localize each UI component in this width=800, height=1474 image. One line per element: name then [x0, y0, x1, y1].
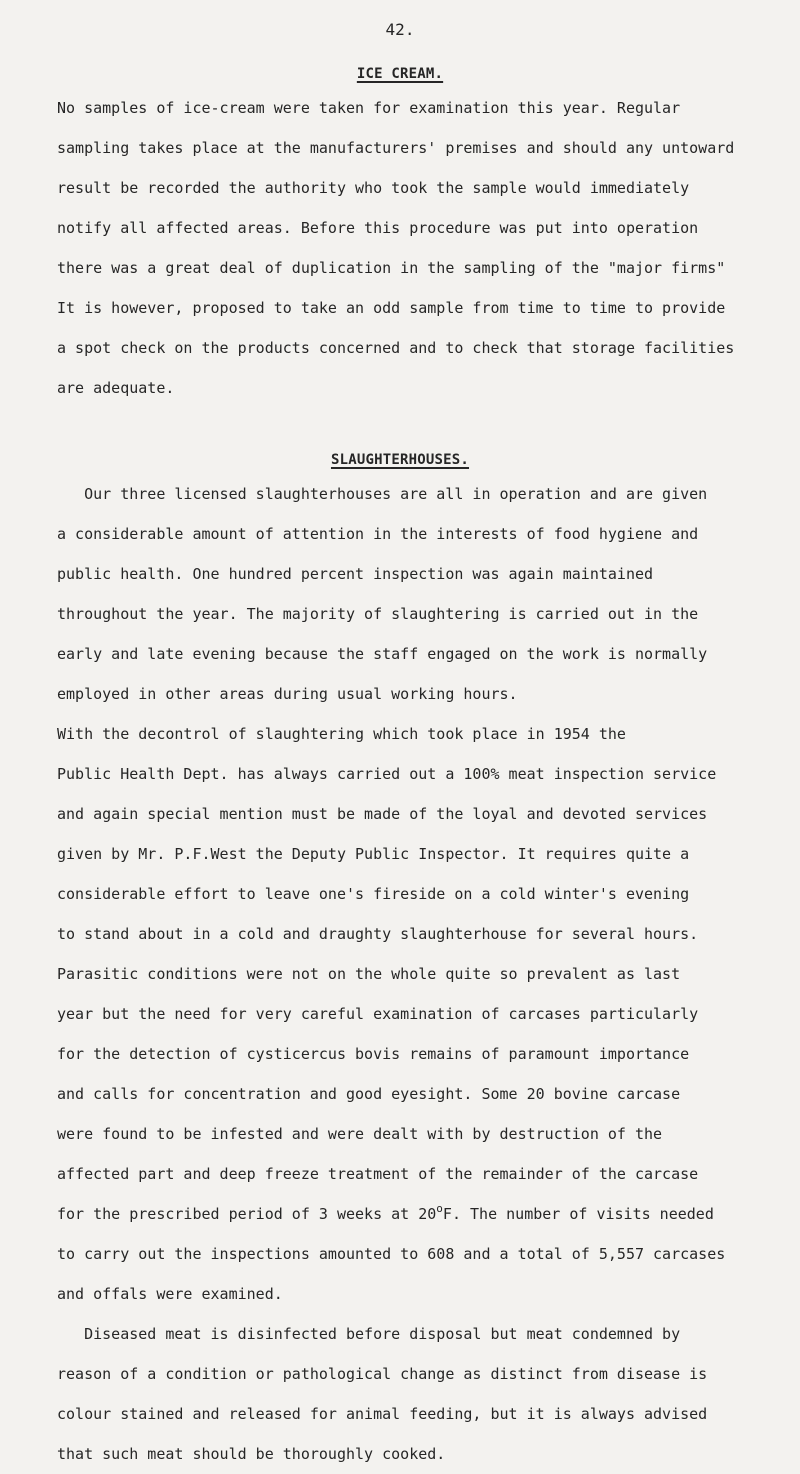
text-line: Our three licensed slaughterhouses are all in operation and are given — [57, 485, 708, 503]
text-line: early and late evening because the staff engaged on the work is normally — [57, 645, 708, 663]
text-line: affected part and deep freeze treatment of the remainder of the carcase — [57, 1165, 699, 1183]
text-fragment: for the prescribed period of 3 weeks at 20 — [57, 1205, 437, 1223]
text-line: public health. One hundred percent inspection was again maintained — [57, 565, 654, 583]
section-heading-ice-cream: ICE CREAM. — [356, 66, 444, 82]
text-line: year but the need for very careful examination of carcases particularly — [57, 1005, 699, 1023]
text-line: result be recorded the authority who took the sample would immediately — [57, 179, 690, 197]
text-line: throughout the year. The majority of slaughtering is carried out in the — [57, 605, 699, 623]
text-line: With the decontrol of slaughtering which took place in 1954 the — [57, 725, 626, 743]
text-line: considerable effort to leave one's fireside on a cold winter's evening — [57, 885, 690, 903]
text-line: were found to be infested and were dealt with by destruction of the — [57, 1125, 663, 1143]
text-line: that such meat should be thoroughly cooked. — [57, 1445, 446, 1463]
degree-symbol: o — [436, 1202, 443, 1215]
text-line: there was a great deal of duplication in the sampling of the "major firms" — [57, 259, 726, 277]
text-line: reason of a condition or pathological change as distinct from disease is — [57, 1365, 708, 1383]
text-line: and again special mention must be made of the loyal and devoted services — [57, 805, 708, 823]
text-line: a considerable amount of attention in the interests of food hygiene and — [57, 525, 699, 543]
text-line: given by Mr. P.F.West the Deputy Public Inspector. It requires quite a — [57, 845, 690, 863]
text-fragment: F. The number of visits needed — [442, 1205, 714, 1223]
text-line: Public Health Dept. has always carried out a 100% meat inspection service — [57, 765, 717, 783]
text-line: and offals were examined. — [57, 1285, 283, 1303]
text-line: a spot check on the products concerned and to check that storage facilities — [57, 339, 735, 357]
section-body-ice-cream — [57, 88, 747, 408]
text-line: are adequate. — [57, 379, 175, 397]
text-line: Diseased meat is disinfected before disposal but meat condemned by — [57, 1325, 681, 1343]
section-heading-slaughterhouses: SLAUGHTERHOUSES. — [330, 452, 470, 468]
text-line: No samples of ice-cream were taken for examination this year. Regular — [57, 99, 681, 117]
text-line: It is however, proposed to take an odd sample from time to time to provide — [57, 299, 726, 317]
text-line: and calls for concentration and good eyesight. Some 20 bovine carcase — [57, 1085, 681, 1103]
text-line: employed in other areas during usual working hours. — [57, 685, 518, 703]
text-line: sampling takes place at the manufacturers' premises and should any untoward — [57, 139, 735, 157]
text-line: colour stained and released for animal feeding, but it is always advised — [57, 1405, 708, 1423]
page-number: 42. — [385, 20, 415, 39]
text-line: for the detection of cysticercus bovis remains of paramount importance — [57, 1045, 690, 1063]
section-body-slaughterhouses — [57, 474, 747, 1474]
text-line: to carry out the inspections amounted to 608 and a total of 5,557 carcases — [57, 1245, 726, 1263]
text-line: Parasitic conditions were not on the whole quite so prevalent as last — [57, 965, 681, 983]
text-line: notify all affected areas. Before this procedure was put into operation — [57, 219, 699, 237]
text-line-degree — [57, 1194, 747, 1234]
text-line: to stand about in a cold and draughty slaughterhouse for several hours. — [57, 925, 699, 943]
